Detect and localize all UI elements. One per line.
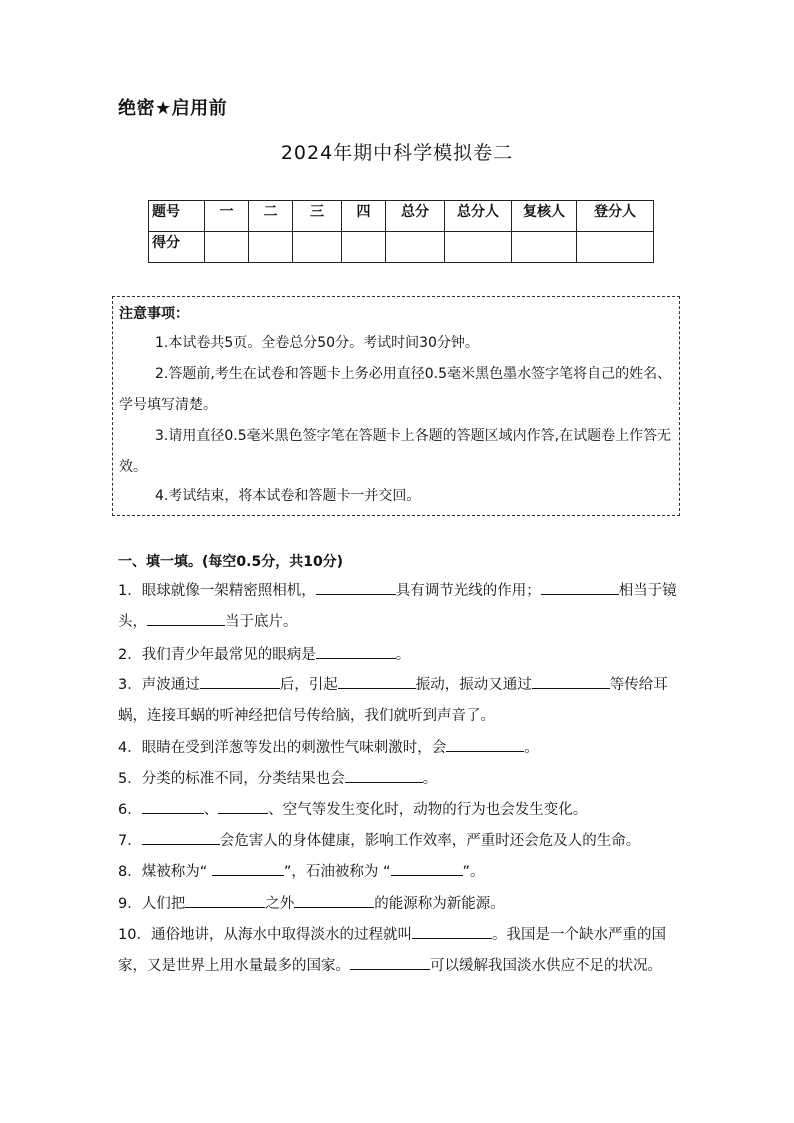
question-9 xyxy=(118,889,680,920)
answer-blank[interactable] xyxy=(391,859,463,876)
answer-blank[interactable] xyxy=(345,766,423,783)
question-text: 9．人们把 xyxy=(118,896,186,912)
question-text: ”。 xyxy=(462,864,485,880)
score-table-header-cell: 题号 xyxy=(149,201,205,232)
question-text: 、 xyxy=(203,802,219,818)
score-table-header-cell: 一 xyxy=(205,201,249,232)
notice-item: 2.答题前,考生在试卷和答题卡上务必用直径0.5毫米黑色墨水签字笔将自己的姓名、学号填写清楚。 xyxy=(119,366,672,413)
score-table-score-row xyxy=(149,232,654,263)
question-text: 1．眼球就像一架精密照相机， xyxy=(118,583,316,599)
question-text: 。 xyxy=(524,740,539,756)
score-table-header-cell: 二 xyxy=(249,201,293,232)
question-text: 7． xyxy=(118,833,142,849)
score-cell xyxy=(342,232,386,263)
question-8 xyxy=(118,857,680,888)
question-text: 具有调节光线的作用； xyxy=(395,583,541,599)
question-text: 4．眼睛在受到洋葱等发出的刺激性气味刺激时，会 xyxy=(118,740,447,756)
question-5 xyxy=(118,764,680,795)
exam-title: 2024年期中科学模拟卷二 xyxy=(280,142,514,164)
answer-blank[interactable] xyxy=(316,578,396,595)
question-text: 。 xyxy=(395,647,411,663)
answer-blank[interactable] xyxy=(338,672,416,689)
answer-blank[interactable] xyxy=(541,578,619,595)
score-cell xyxy=(512,232,577,263)
score-table-header-row xyxy=(149,201,654,232)
score-table xyxy=(148,200,654,263)
question-text: 会危害人的身体健康，影响工作效率，严重时还会危及人的生命。 xyxy=(219,833,641,849)
answer-blank[interactable] xyxy=(412,922,492,939)
answer-blank[interactable] xyxy=(218,797,268,814)
answer-blank[interactable] xyxy=(212,859,284,876)
question-3 xyxy=(118,670,680,732)
score-row-label: 得分 xyxy=(149,232,205,263)
question-2 xyxy=(118,640,680,671)
score-cell xyxy=(293,232,342,263)
answer-blank[interactable] xyxy=(142,828,220,845)
confidential-label: 绝密★启用前 xyxy=(118,98,228,119)
answer-blank[interactable] xyxy=(532,672,610,689)
notice-item: 4.考试结束，将本试卷和答题卡一并交回。 xyxy=(155,488,421,504)
score-table-header-cell: 复核人 xyxy=(512,201,577,232)
answer-blank[interactable] xyxy=(446,735,524,752)
notice-box xyxy=(112,296,680,516)
question-text: 之外 xyxy=(265,896,295,912)
score-table-header-cell: 总分 xyxy=(386,201,445,232)
score-cell xyxy=(205,232,249,263)
question-text: 、空气等发生变化时，动物的行为也会发生变化。 xyxy=(268,802,588,818)
question-text: 当于底片。 xyxy=(225,614,298,630)
notice-item: 1.本试卷共5页。全卷总分50分。考试时间30分钟。 xyxy=(155,335,479,351)
section-heading: 一、填一填。(每空0.5分，共10分) xyxy=(118,554,344,570)
answer-blank[interactable] xyxy=(294,891,374,908)
question-7 xyxy=(118,826,680,857)
score-table-header-cell: 登分人 xyxy=(577,201,654,232)
question-text: 等传给耳蜗，连接耳蜗的听神经把信号传给脑，我们就听到声音了。 xyxy=(118,677,668,724)
question-text: 8．煤被称为“ xyxy=(118,864,212,880)
question-6 xyxy=(118,795,680,826)
score-cell xyxy=(386,232,445,263)
question-text: 3．声波通过 xyxy=(118,677,200,693)
question-text: 2．我们青少年最常见的眼病是 xyxy=(118,647,316,663)
answer-blank[interactable] xyxy=(185,891,265,908)
question-10 xyxy=(118,920,680,982)
question-text: 5．分类的标准不同，分类结果也会 xyxy=(118,771,345,787)
question-text: 6． xyxy=(118,802,142,818)
question-text: ”，石油被称为 “ xyxy=(283,864,391,880)
score-table-header-cell: 三 xyxy=(293,201,342,232)
score-cell xyxy=(445,232,512,263)
score-table-header-cell: 四 xyxy=(342,201,386,232)
notice-heading: 注意事项： xyxy=(119,306,189,322)
question-1 xyxy=(118,576,680,638)
answer-blank[interactable] xyxy=(200,672,280,689)
question-text: 相当于镜头， xyxy=(118,583,677,630)
question-4 xyxy=(118,733,680,764)
question-text: 的能源称为新能源。 xyxy=(374,896,505,912)
answer-blank[interactable] xyxy=(142,797,204,814)
question-text: 10．通俗地讲，从海水中取得淡水的过程就叫 xyxy=(118,927,412,943)
score-table-header-cell: 总分人 xyxy=(445,201,512,232)
question-text: 。 xyxy=(422,771,438,787)
question-text: 后，引起 xyxy=(279,677,338,693)
notice-item: 3.请用直径0.5毫米黑色签字笔在答题卡上各题的答题区域内作答,在试题卷上作答无效。 xyxy=(119,428,672,475)
question-text: 可以缓解我国淡水供应不足的状况。 xyxy=(430,958,662,974)
score-cell xyxy=(577,232,654,263)
question-text: 振动，振动又通过 xyxy=(415,677,532,693)
answer-blank[interactable] xyxy=(316,642,396,659)
score-cell xyxy=(249,232,293,263)
question-text: 。我国是一个缺水严重的国家，又是世界上用水量最多的国家。 xyxy=(118,927,666,974)
answer-blank[interactable] xyxy=(147,609,225,626)
answer-blank[interactable] xyxy=(350,953,430,970)
